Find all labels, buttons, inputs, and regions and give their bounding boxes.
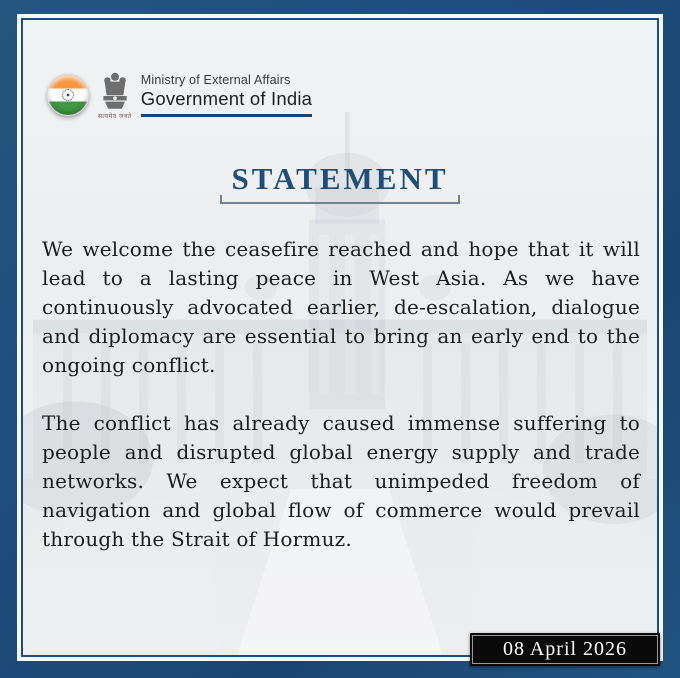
statement-card [21,18,659,660]
ministry-name: Ministry of External Affairs [140,72,291,87]
ashoka-chakra-icon [62,89,74,101]
statement-paragraph-1: We welcome the ceasefire reached and hope that it will lead to a lasting peace in West Asia. As we have continuously advocated earlier, de-escalation, dialogue and diplomacy are essential to bring an early end to the ongoing conflict. [42,237,640,377]
statement-paragraph-2: The conflict has already caused immense suffering to people and disrupted global energy supply and trade networks. We expect that unimpeded freedom of navigation and global flow of commerce would prevail through the Strait of Hormuz. [42,411,640,551]
title-block [23,163,657,204]
emblem-motto: सत्यमेव जयते [98,114,132,120]
date-box [470,633,660,666]
header [47,68,657,121]
ministry-title-block [141,73,312,117]
statement-title: STATEMENT [231,161,449,196]
government-name: Government of India [140,87,313,109]
india-flag-icon [47,74,89,116]
national-emblem-icon [98,70,132,121]
statement-date: 08 April 2026 [502,638,628,660]
statement-body [23,235,657,554]
title-underline-bracket [220,195,460,204]
frame-pinstripe [17,14,663,661]
